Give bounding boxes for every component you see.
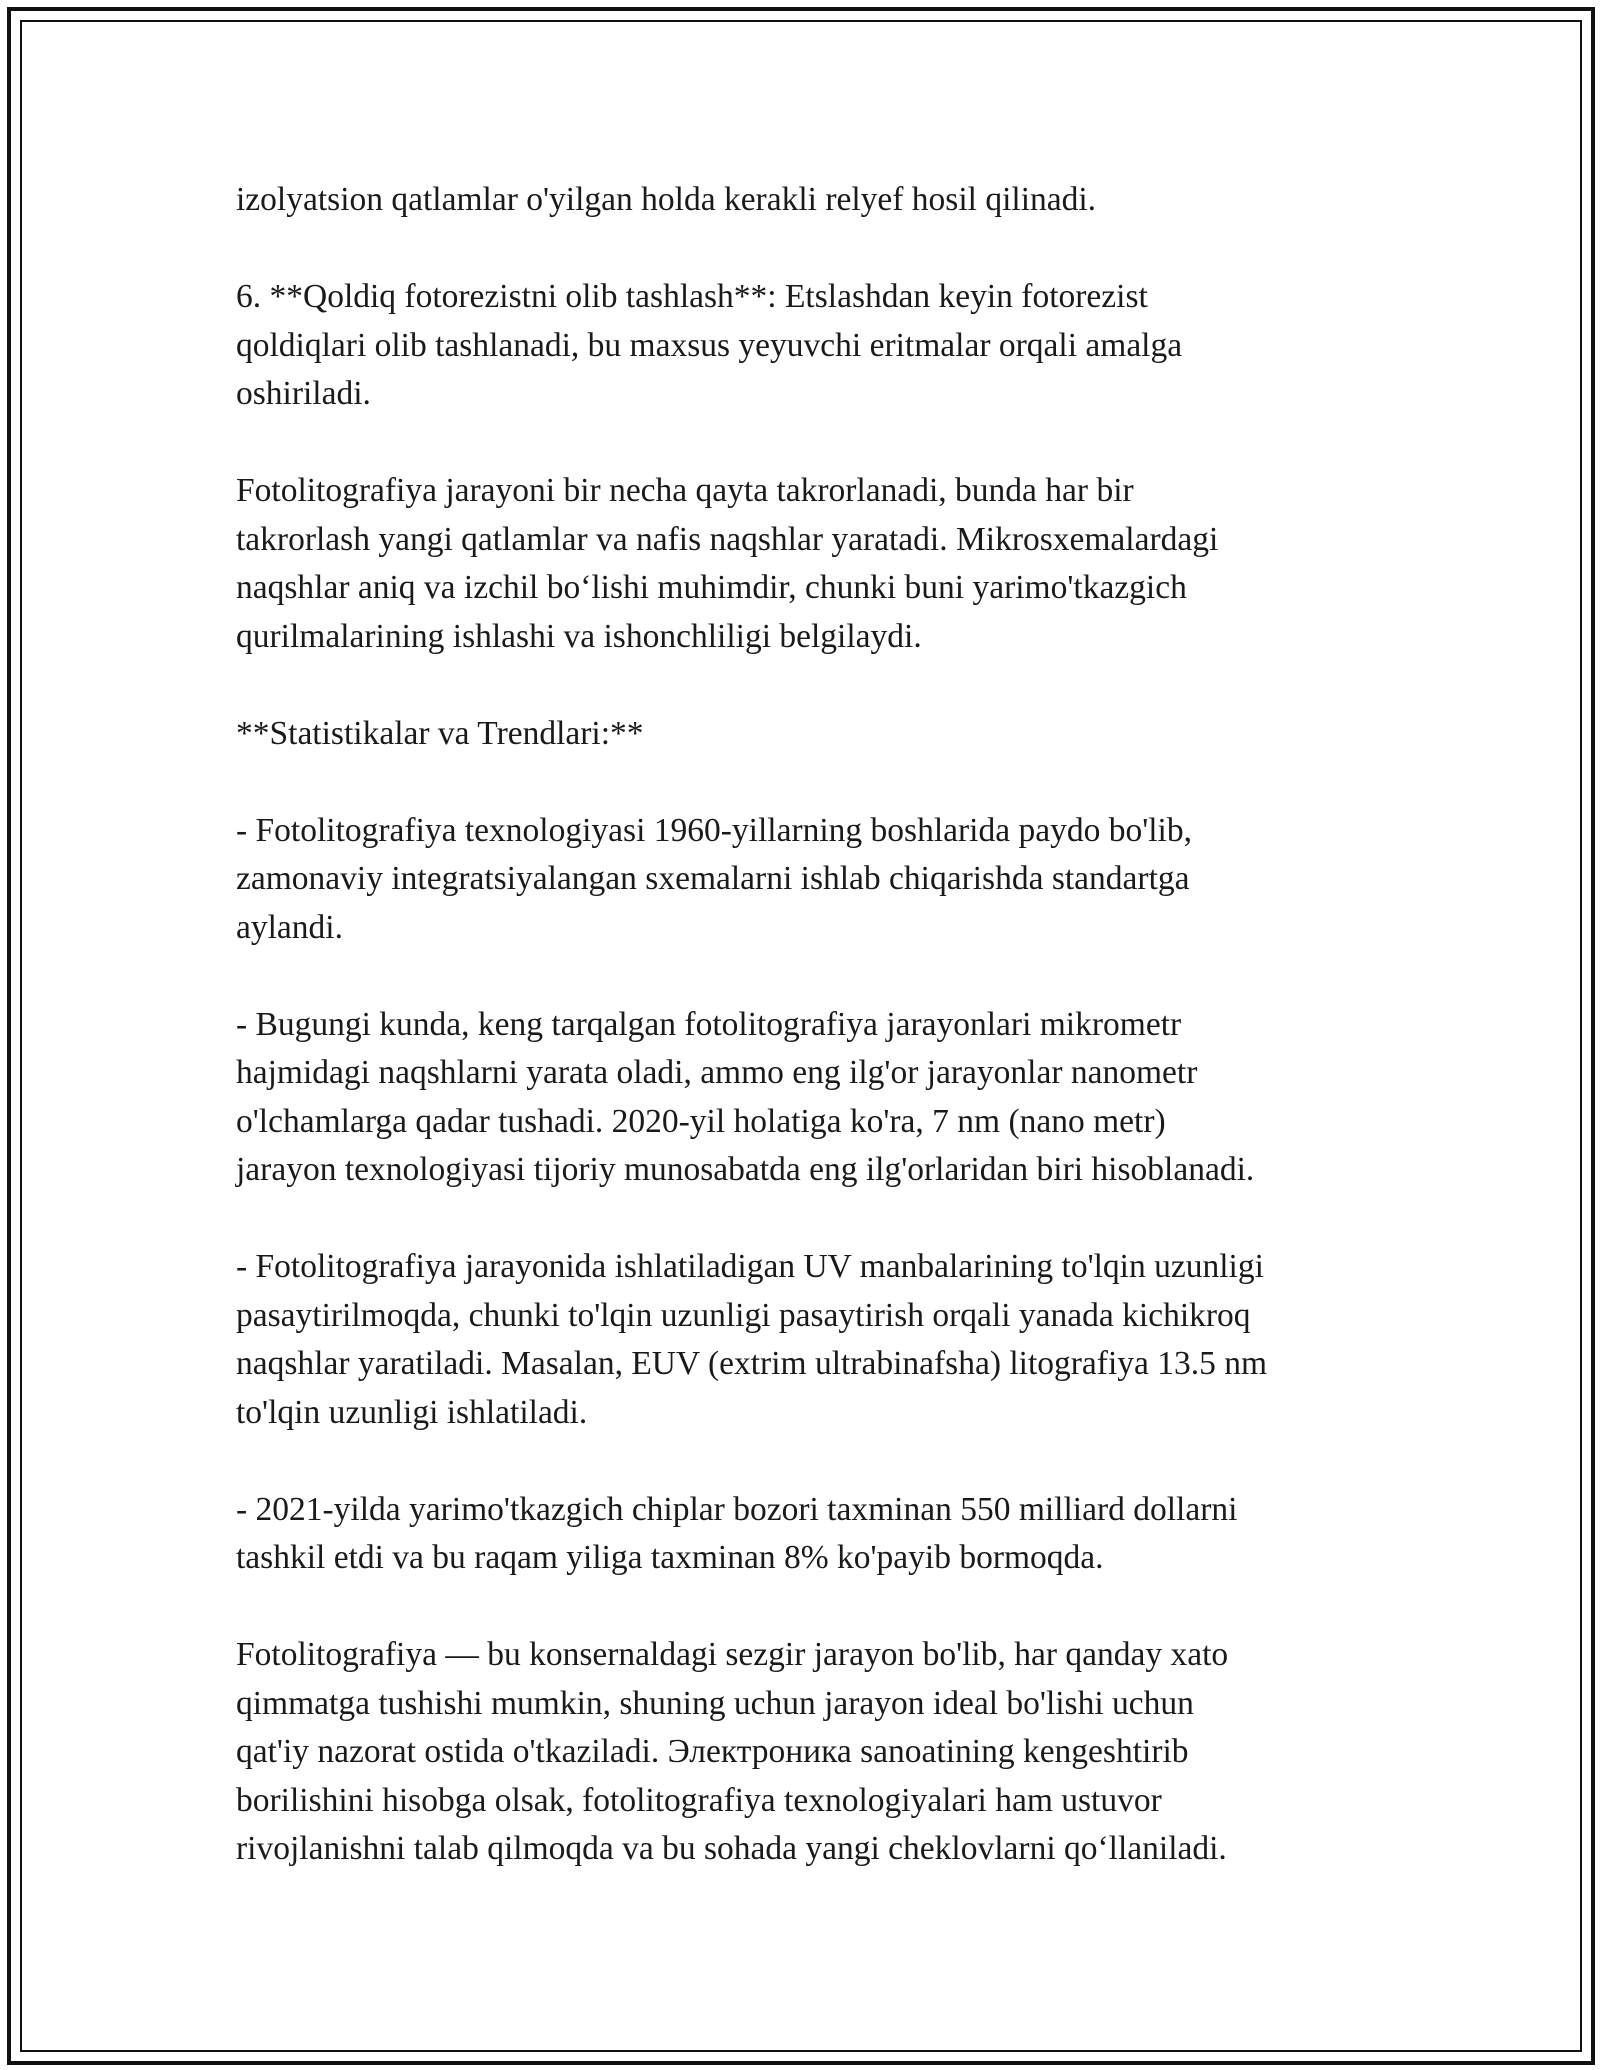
paragraph-step-6-residual-photoresist: 6. **Qoldiq fotorezistni olib tashlash**: Etslashdan keyin fotorezist qoldiqlari olib tashlanadi, bu maxsus yeyuvchi eritmalar orqali amalga oshiriladi. [236, 278, 1183, 412]
list-item-market: - 2021-yilda yarimo'tkazgich chiplar bozori taxminan 550 milliard dollarni tashkil etdi va bu raqam yiliga taxminan 8% ko'payib bormoqda. [236, 1490, 1238, 1576]
paragraph-relief-continuation: izolyatsion qatlamlar o'yilgan holda kerakli relyef hosil qilinadi. [236, 181, 1097, 218]
document-body [236, 176, 1376, 1874]
list-item-history: - Fotolitografiya texnologiyasi 1960-yillarning boshlarida paydo bo'lib, zamonaviy integratsiyalangan sxemalarni ishlab chiqarishda standartga aylandi. [236, 811, 1192, 946]
section-heading-statistics: **Statistikalar va Trendlari:** [236, 714, 644, 752]
paragraph-process-repetition: Fotolitografiya jarayoni bir necha qayta takrorlanadi, bunda har bir takrorlash yangi qatlamlar va nafis naqshlar yaratadi. Mikrosxemalardagi naqshlar aniq va izchil bo‘lishi muhimdir, chunki buni yarimo'tkazgich qurilmalarining ishlashi va ishonchliligi belgilaydi. [236, 472, 1219, 655]
list-item-pattern-size: - Bugungi kunda, keng tarqalgan fotolitografiya jarayonlari mikrometr hajmidagi naqshlarni yarata oladi, ammo eng ilg'or jarayonlar nanometr o'lchamlarga qadar tushadi. 2020-yil holatiga ko'ra, 7 nm (nano metr) jarayon texnologiyasi tijoriy munosabatda eng ilg'orlaridan biri hisoblanadi. [236, 1005, 1255, 1188]
list-item-uv-wavelength: - Fotolitografiya jarayonida ishlatiladigan UV manbalarining to'lqin uzunligi pasaytirilmoqda, chunki to'lqin uzunligi pasaytirish orqali yanada kichikroq naqshlar yaratiladi. Masalan, EUV (extrim ultrabinafsha) litografiya 13.5 nm to'lqin uzunligi ishlatiladi. [236, 1248, 1268, 1431]
paragraph-conclusion: Fotolitografiya — bu konsernaldagi sezgir jarayon bo'lib, har qanday xato qimmatga tushishi mumkin, shuning uchun jarayon ideal bo'lishi uchun qat'iy nazorat ostida o'tkaziladi. Электроника sanoatining kengeshtirib borilishini hisobga olsak, fotolitografiya texnologiyalari ham ustuvor rivojlanishni talab qilmoqda va bu sohada yangi cheklovlarni qo‘llaniladi. [236, 1636, 1229, 1867]
